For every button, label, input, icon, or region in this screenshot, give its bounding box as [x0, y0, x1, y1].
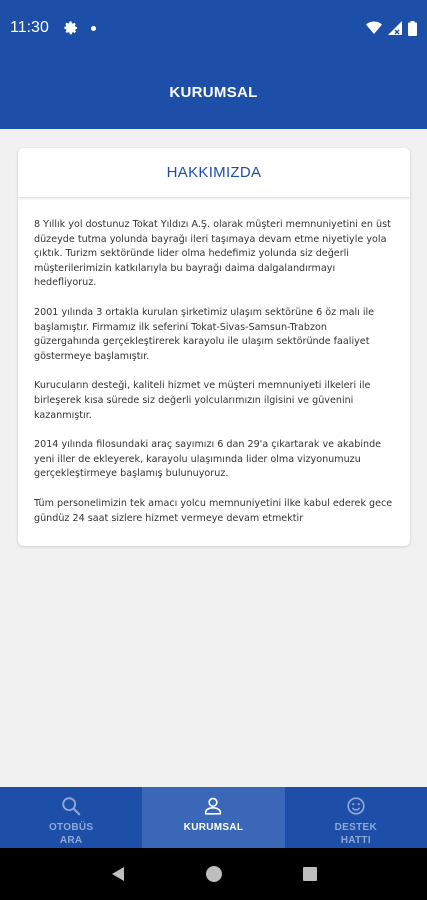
paragraph-5: Tüm personelimizin tek amacı yolcu memnuniyetini ilke kabul ederek gece gündüz 24 saat sizlere hizmet vermeye devam etmektir	[34, 497, 393, 524]
nav-label-otobus-ara: OTOBÜS ARA	[48, 822, 94, 846]
signal-icon	[388, 21, 402, 35]
nav-label-destek-hatti: DESTEK HATTI	[334, 822, 377, 846]
page-title: KURUMSAL	[169, 84, 258, 101]
paragraph-3: Kurucuların desteği, kaliteli hizmet ve müşteri memnuniyeti ilkeleri ile birleşerek kısa sürede siz değerli yolcularımızın ilgisini ve güvenini kazanmıştır.	[34, 380, 371, 421]
support-icon	[345, 795, 367, 817]
card-body	[18, 198, 410, 526]
nav-item-destek-hatti[interactable]	[285, 787, 427, 848]
notification-dot-icon	[91, 26, 96, 31]
home-icon[interactable]	[205, 865, 223, 883]
app-bar	[0, 56, 427, 129]
wifi-icon	[366, 21, 382, 35]
search-icon	[60, 795, 82, 817]
battery-icon	[408, 21, 417, 36]
gear-icon	[63, 20, 79, 36]
person-icon	[202, 795, 224, 817]
paragraph-1: 8 Yıllık yol dostunuz Tokat Yıldızı A.Ş. olarak müşteri memnuniyetini en üst düzeyde tutma yolunda bayrağı ileri taşımaya devam etme niyetiyle yola çıktık. Turizm sektöründe lider olma hedefimiz yolunda siz değerli müşterilerimizin katkılarıyla bu bayrağı daima dalgalandırmayı hedefliyoruz.	[34, 219, 391, 289]
status-bar	[0, 0, 427, 56]
system-nav-bar	[0, 848, 427, 900]
card-header	[18, 148, 410, 198]
about-card	[18, 148, 410, 546]
status-time: 11:30	[10, 19, 49, 36]
bottom-nav	[0, 787, 427, 848]
paragraph-4: 2014 yılında filosundaki araç sayımızı 6 dan 29'a çıkartarak ve akabinde yeni iller de ekleyerek, karayolu ulaşımında lider olma vizyonumuzu gerçekleştirmeye başlamış bulunuyoruz.	[34, 439, 382, 480]
paragraph-2: 2001 yılında 3 ortakla kurulan şirketimiz ulaşım sektörüne 6 öz malı ile başlamıştır. Firmamız ilk seferini Tokat-Sivas-Samsun-Trabzon güzergahında gerçekleştirerek karayolu ile ulaşım sektöründe faaliyet göstermeye başlamıştır.	[34, 306, 375, 362]
recents-icon[interactable]	[302, 866, 318, 882]
nav-item-kurumsal[interactable]	[142, 787, 284, 848]
status-icons	[366, 21, 417, 36]
nav-item-otobus-ara[interactable]	[0, 787, 142, 848]
back-icon[interactable]	[109, 865, 127, 883]
card-title: HAKKIMIZDA	[166, 164, 262, 181]
nav-label-kurumsal: KURUMSAL	[183, 822, 244, 833]
